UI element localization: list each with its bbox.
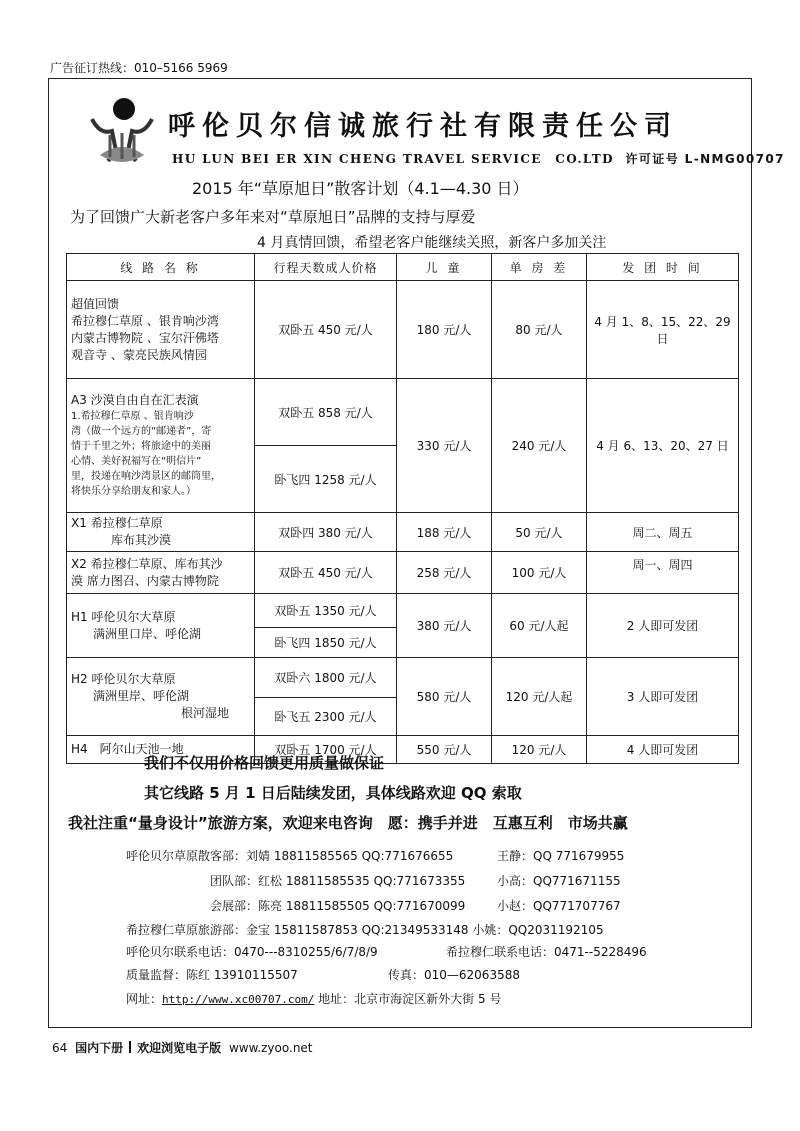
adult-price: 双卧五 450 元/人	[255, 552, 397, 594]
header-route: 线 路 名 称	[67, 254, 255, 281]
intro-line-1: 为了回馈广大新老客户多年来对“草原旭日”品牌的支持与厚爱	[70, 208, 476, 226]
route-line: 里，投递在响沙湾景区的邮筒里，	[71, 471, 221, 482]
departure-dates: 2 人即可发团	[587, 594, 739, 658]
table-row	[67, 594, 739, 628]
page-footer	[52, 1039, 313, 1056]
company-logo-icon	[86, 95, 158, 167]
route-line: 超值回馈	[71, 296, 120, 311]
quality-supervision: 质量监督：陈红 13910115507	[126, 968, 298, 982]
header-departure: 发 团 时 间	[587, 254, 739, 281]
footer-site[interactable]: www.zyoo.net	[228, 1041, 313, 1055]
header-child: 儿 童	[397, 254, 492, 281]
company-name-en-text: HU LUN BEI ER XIN CHENG TRAVEL SERVICE CO.LTD	[172, 152, 614, 166]
adult-price: 双卧五 858 元/人	[255, 379, 397, 446]
route-line: H1 呼伦贝尔大草原	[71, 609, 176, 624]
route-name	[67, 552, 255, 594]
single-supplement: 60 元/人起	[492, 594, 587, 658]
table-row	[67, 379, 739, 446]
child-price: 580 元/人	[397, 658, 492, 736]
header-price: 行程天数成人价格	[255, 254, 397, 281]
website-link[interactable]: http://www.xc00707.com/	[162, 993, 315, 1006]
child-price: 258 元/人	[397, 552, 492, 594]
route-line: 根河湿地	[181, 706, 230, 720]
adult-price: 双卧五 450 元/人	[255, 281, 397, 379]
child-price: 330 元/人	[397, 379, 492, 513]
child-price: 180 元/人	[397, 281, 492, 379]
route-line: X1 希拉穆仁草原	[71, 516, 163, 530]
route-line: 1.希拉穆仁草原 、银肯响沙	[71, 411, 194, 422]
child-price: 550 元/人	[397, 736, 492, 764]
single-supplement: 120 元/人起	[492, 658, 587, 736]
contact-team: 团队部：红松 18811585535 QQ:771673355	[210, 874, 466, 888]
table-row	[67, 513, 739, 552]
slogan-quality: 我们不仅用价格回馈更用质量做保证	[144, 754, 385, 772]
route-line: 将快乐分享给朋友和家人。）	[71, 486, 196, 497]
route-line: A3 沙漠自由自在汇表演	[71, 393, 199, 407]
route-line: 希拉穆仁草原 、银肯响沙湾	[71, 313, 219, 328]
route-line: 满洲里口岸、呼伦湖	[93, 626, 202, 641]
route-line: H2 呼伦贝尔大草原	[71, 672, 176, 686]
adult-price: 卧飞四 1258 元/人	[255, 446, 397, 513]
web-label: 网址：	[126, 992, 163, 1006]
child-price: 188 元/人	[397, 513, 492, 552]
company-name-cn: 呼伦贝尔信诚旅行社有限责任公司	[168, 111, 678, 142]
adult-price: 双卧四 380 元/人	[255, 513, 397, 552]
departure-dates: 周一、周四	[587, 552, 739, 594]
adult-price: 双卧五 1700 元/人	[255, 736, 397, 764]
footer-slogan: 欢迎浏览电子版	[137, 1041, 222, 1055]
single-supplement: 240 元/人	[492, 379, 587, 513]
adult-price: 卧飞四 1850 元/人	[255, 628, 397, 658]
route-name	[67, 594, 255, 658]
child-price: 380 元/人	[397, 594, 492, 658]
route-line: 内蒙古博物院 、宝尔汗佛塔	[71, 330, 219, 345]
ad-hotline: 广告征订热线：010–5166 5969	[50, 61, 228, 75]
company-name-en	[172, 150, 785, 167]
route-name	[67, 658, 255, 736]
adult-price: 双卧五 1350 元/人	[255, 594, 397, 628]
contact-team-2: 小高：QQ771671155	[497, 874, 621, 888]
route-line: 湾（做一个远方的“邮递者”，寄	[71, 426, 212, 437]
single-supplement: 120 元/人	[492, 736, 587, 764]
route-line: 满洲里岸、呼伦湖	[93, 689, 190, 703]
table-row	[67, 552, 739, 594]
contact-sanke: 呼伦贝尔草原散客部：刘婧 18811585565 QQ:771676655	[126, 849, 454, 863]
departure-dates: 4 月 6、13、20、27 日	[587, 379, 739, 513]
street-address: 地址：北京市海淀区新外大街 5 号	[318, 992, 502, 1006]
route-line: 情于千里之外；将旅途中的美丽	[71, 441, 211, 452]
single-supplement: 50 元/人	[492, 513, 587, 552]
route-line: 心情、美好祝福写在“明信片”	[71, 456, 202, 467]
page-number: 64	[52, 1041, 68, 1055]
contact-xilamuren: 希拉穆仁草原旅游部：金宝 15811587853 QQ:21349533148 小姚：QQ2031192105	[126, 923, 604, 937]
route-name	[67, 513, 255, 552]
header-single: 单 房 差	[492, 254, 587, 281]
route-name	[67, 379, 255, 513]
footer-section: 国内下册	[75, 1041, 124, 1055]
departure-dates: 3 人即可发团	[587, 658, 739, 736]
departure-dates: 周二、周五	[587, 513, 739, 552]
slogan-custom-design: 我社注重“量身设计”旅游方案，欢迎来电咨询 愿：携手并进 互惠互利 市场共赢	[68, 814, 628, 832]
route-line: H4 阿尔山天池一地	[71, 742, 184, 756]
phone-xilamuren: 希拉穆仁联系电话：0471--5228496	[446, 945, 647, 959]
table-row	[67, 281, 739, 379]
table-header-row	[67, 254, 739, 281]
single-supplement: 100 元/人	[492, 552, 587, 594]
route-table	[66, 253, 739, 764]
phone-hulunbeier: 呼伦贝尔联系电话：0470---8310255/6/7/8/9	[126, 945, 378, 959]
adult-price: 卧飞五 2300 元/人	[255, 698, 397, 736]
route-line: 观音寺 、蒙亮民族风情园	[71, 347, 207, 362]
table-row	[67, 658, 739, 698]
contact-expo-2: 小赵：QQ771707767	[497, 899, 621, 913]
route-line: X2 希拉穆仁草原、库布其沙	[71, 556, 223, 571]
route-name	[67, 281, 255, 379]
intro-line-2: 4 月真情回馈，希望老客户能继续关照，新客户多加关注	[257, 235, 607, 251]
contact-sanke-2: 王静：QQ 771679955	[497, 849, 625, 863]
route-line: 库布其沙漠	[111, 533, 172, 547]
web-address-row	[126, 990, 501, 1007]
contact-expo: 会展部：陈亮 18811585505 QQ:771670099	[210, 899, 466, 913]
fax: 传真：010—62063588	[388, 968, 520, 982]
footer-divider	[129, 1041, 131, 1053]
slogan-other-routes: 其它线路 5 月 1 日后陆续发团，具体线路欢迎 QQ 索取	[144, 784, 522, 802]
plan-title: 2015 年“草原旭日”散客计划（4.1—4.30 日）	[192, 179, 529, 198]
route-line: 漠 席力图召、内蒙古博物院	[71, 573, 219, 588]
departure-dates: 4 人即可发团	[587, 736, 739, 764]
departure-dates: 4 月 1、8、15、22、29 日	[587, 281, 739, 379]
license-number: 许可证号 L-NMG00707	[625, 152, 785, 166]
adult-price: 双卧六 1800 元/人	[255, 658, 397, 698]
single-supplement: 80 元/人	[492, 281, 587, 379]
